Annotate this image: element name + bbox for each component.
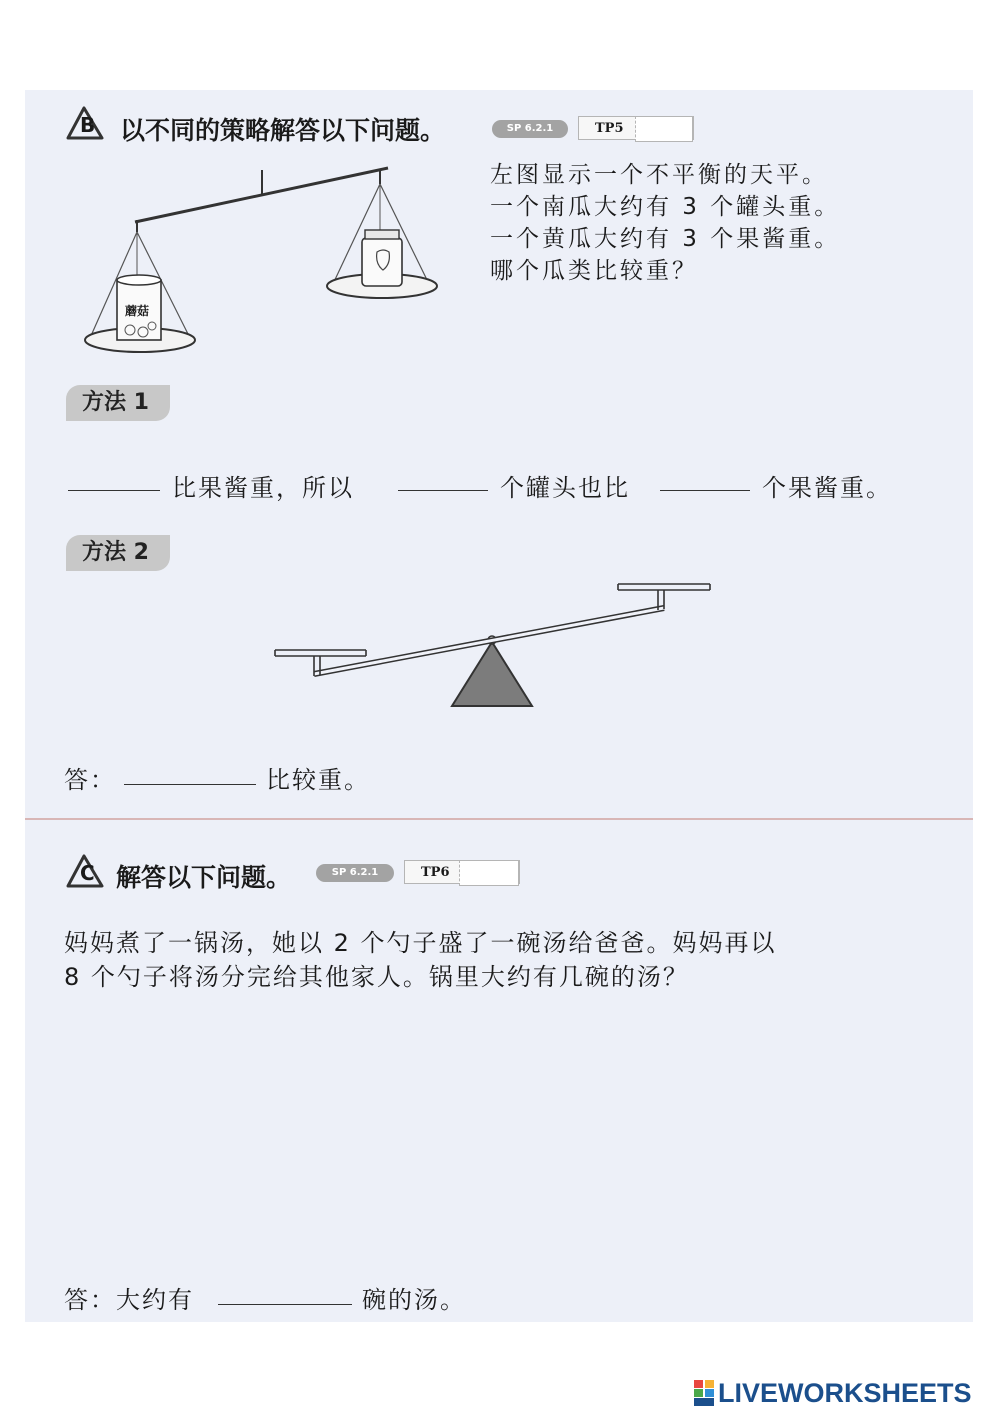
section-c-answer-prefix: 答：大约有 [64,1286,194,1314]
section-c-sp-tag: SP 6.2.1 [316,864,394,882]
section-c-question-line-1: 妈妈煮了一锅汤，她以 2 个勺子盛了一碗汤给爸爸。妈妈再以 [64,929,777,957]
section-b-tp-code: TP5 [595,121,624,136]
section-c-tp-tag [404,860,520,884]
section-c-answer-blank[interactable] [218,1304,352,1305]
method-1-blank-3[interactable] [660,490,750,491]
tp-score-box [459,860,519,886]
section-b-tp-tag [578,116,694,140]
section-b-question-line-2: 一个南瓜大约有 3 个罐头重。 [490,194,841,220]
section-b-question-line-4: 哪个瓜类比较重？ [490,258,698,284]
can-label: 蘑菇 [125,304,150,318]
method-1-blank-2[interactable] [398,490,488,491]
section-c-heading: 解答以下问题。 [116,863,292,892]
section-c-letter: C [80,861,95,885]
section-divider [25,818,973,820]
method-1-label: 方法 1 [66,385,170,421]
section-b-sp-tag: SP 6.2.1 [492,120,568,138]
section-c-answer-suffix: 碗的汤。 [362,1286,466,1314]
method-1-text-1: 比果酱重，所以 [172,474,354,502]
section-b-question-line-3: 一个黄瓜大约有 3 个果酱重。 [490,226,841,252]
seesaw-illustration [270,578,720,713]
section-b-answer-prefix: 答： [64,766,116,794]
section-b-letter: B [80,113,96,137]
unbalanced-scale-illustration [80,160,450,360]
section-b-question-line-1: 左图显示一个不平衡的天平。 [490,162,828,188]
liveworksheets-logo-text: LIVEWORKSHEETS [718,1377,972,1408]
method-1-text-3: 个果酱重。 [762,474,892,502]
section-b-answer-blank[interactable] [124,784,256,785]
liveworksheets-mark-icon [694,1380,714,1406]
section-c-tp-code: TP6 [421,865,450,880]
liveworksheets-logo [694,1378,972,1408]
method-1-text-2: 个罐头也比 [500,474,630,502]
tp-score-box [635,116,693,142]
section-b-answer-suffix: 比较重。 [266,766,370,794]
section-b-heading: 以不同的策略解答以下问题。 [120,116,446,145]
section-c-question-line-2: 8 个勺子将汤分完给其他家人。锅里大约有几碗的汤？ [64,963,689,991]
method-2-label: 方法 2 [66,535,170,571]
method-1-blank-1[interactable] [68,490,160,491]
